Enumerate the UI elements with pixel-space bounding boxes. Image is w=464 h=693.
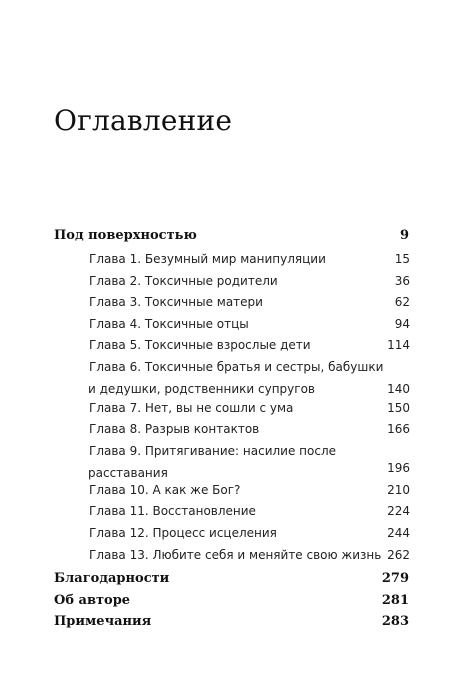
toc-chapter-label: Глава 6. Токсичные братья и сестры, бабушки и дедушки, родственники супругов — [88, 360, 384, 396]
toc-chapter-label: Глава 1. Безумный мир манипуляции — [89, 252, 326, 266]
toc-page-number: 279 — [381, 571, 409, 586]
toc-page-number: 150 — [387, 401, 410, 415]
toc-page-number: 114 — [387, 338, 410, 352]
toc-page-number: 224 — [387, 504, 410, 518]
toc-chapter-label: Глава 2. Токсичные родители — [89, 274, 278, 288]
toc-page-number: 196 — [387, 461, 410, 475]
toc-chapter-label: Глава 3. Токсичные матери — [89, 295, 263, 309]
toc-page-number: 36 — [394, 274, 410, 288]
toc-page-number: 15 — [394, 252, 410, 266]
toc-page-number: 94 — [394, 317, 410, 331]
toc-page-number: 262 — [387, 548, 410, 562]
toc-section-label: Примечания — [54, 614, 152, 629]
page-title: Оглавление — [54, 104, 233, 137]
toc-page-number: 140 — [387, 381, 410, 396]
toc-page-number: 62 — [394, 295, 410, 309]
toc-section-label: Благодарности — [54, 571, 170, 586]
toc-chapter-label: Глава 5. Токсичные взрослые дети — [89, 338, 311, 352]
toc-page-number: 244 — [387, 526, 410, 540]
toc-page-number: 210 — [387, 483, 410, 497]
toc-chapter-label: Глава 7. Нет, вы не сошли с ума — [89, 401, 294, 415]
toc-chapter-label: Глава 8. Разрыв контактов — [89, 422, 260, 436]
toc-chapter-label: Глава 4. Токсичные отцы — [89, 317, 249, 331]
toc-section-label: Под поверхностью — [54, 228, 197, 243]
toc-page-number: 9 — [399, 228, 409, 243]
toc-page-number: 166 — [387, 422, 410, 436]
toc-page-number: 283 — [381, 614, 409, 629]
toc-chapter-label: Глава 12. Процесс исцеления — [89, 526, 277, 540]
toc-section-label: Об авторе — [54, 593, 131, 608]
toc-chapter-label: Глава 11. Восстановление — [89, 504, 256, 518]
toc-chapter-label: Глава 10. А как же Бог? — [89, 483, 241, 497]
toc-chapter-label: Глава 9. Притягивание: насилие после расставания — [88, 444, 337, 480]
toc-page-number: 281 — [381, 593, 409, 608]
toc-chapter-label: Глава 13. Любите себя и меняйте свою жизнь — [89, 548, 382, 562]
